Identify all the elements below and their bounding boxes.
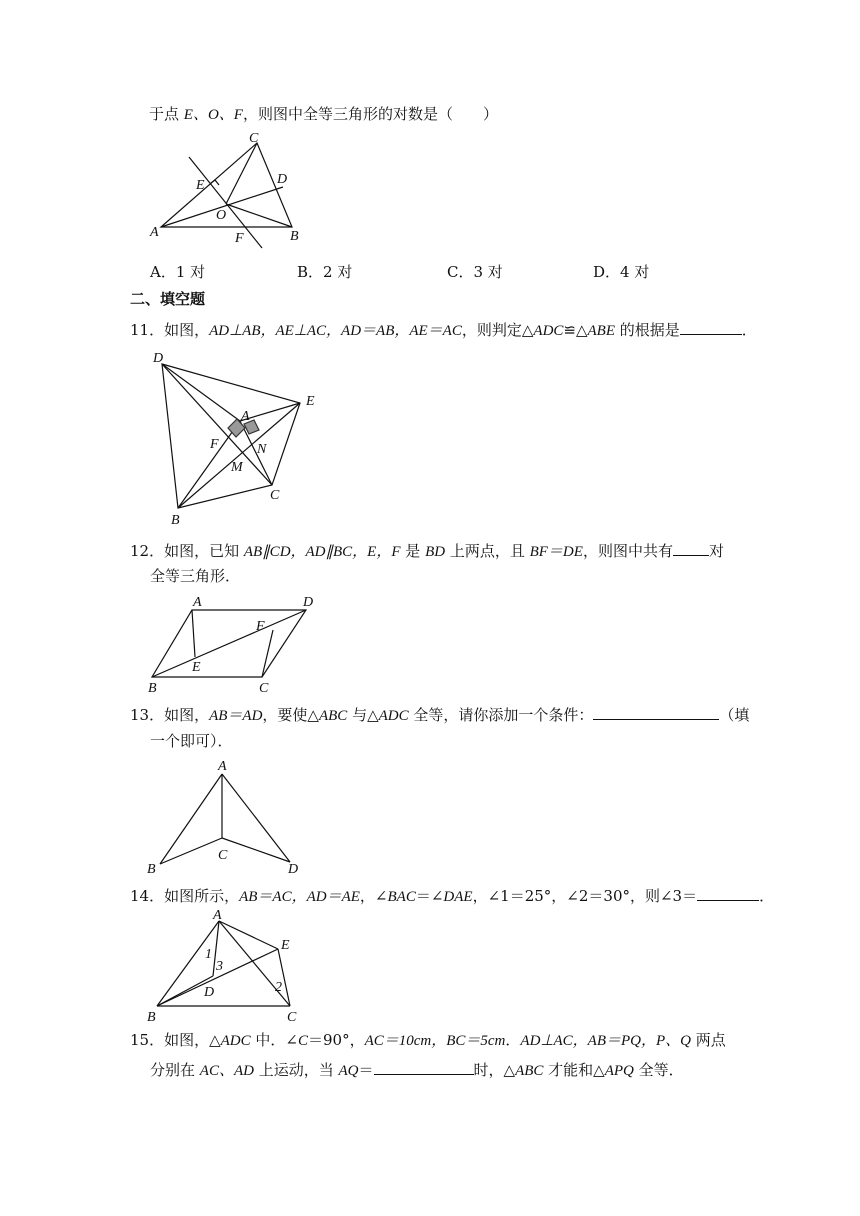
q10-label-a: A <box>150 225 159 240</box>
q15-angle-c: C <box>297 1033 308 1049</box>
q13-label-a: A <box>218 759 227 774</box>
q10-choice-b[interactable]: B．2 对 <box>297 263 353 281</box>
q12-label-f: F <box>256 619 265 634</box>
q12-label-b: B <box>148 681 157 696</box>
q14-angle-dae: DAE <box>443 889 473 905</box>
q15-line2-b: 上运动，当 <box>253 1061 339 1079</box>
q10-choice-c[interactable]: C．3 对 <box>447 263 503 281</box>
q15-segments: AC、AD <box>199 1063 254 1079</box>
q11-triangle-1: ADC <box>533 323 564 339</box>
q13-mid-2: 与△ <box>347 706 379 724</box>
q13-label-b: B <box>147 862 156 877</box>
q10-tail-prefix: 于点 <box>149 105 184 123</box>
q10-label-d: D <box>277 172 288 187</box>
q14-label-2: 2 <box>275 980 282 995</box>
q14-label-3: 3 <box>216 959 223 974</box>
q15-prefix: 15．如图，△ <box>130 1031 221 1049</box>
q11-conditions: AD⊥AB，AE⊥AC，AD＝AB，AE＝AC <box>209 323 462 339</box>
q11-prefix: 11．如图， <box>130 321 210 339</box>
q11-label-c: C <box>270 488 280 503</box>
q10-choice-a[interactable]: A．1 对 <box>150 263 206 281</box>
q15-line2-f: 全等． <box>633 1061 684 1079</box>
q12-segment-bd: BD <box>425 544 446 560</box>
q13-triangle-2: ADC <box>378 708 409 724</box>
q11-label-b: B <box>171 513 180 528</box>
q11-label-f: F <box>210 437 219 452</box>
q14-line-ae <box>219 921 278 949</box>
q13-label-d: D <box>288 862 299 877</box>
q11-label-a: A <box>241 409 250 424</box>
q15-triangle-abc: ABC <box>515 1063 544 1079</box>
q14-mid-1: ，∠ <box>359 887 388 905</box>
q15-mid-2: ＝90°， <box>307 1031 365 1049</box>
q13-prefix: 13．如图， <box>130 706 210 724</box>
q13-label-c: C <box>218 848 228 863</box>
q10-tail-suffix: ，则图中全等三角形的对数是（ ） <box>242 105 498 123</box>
q11-congruent: ≌△ <box>563 321 588 339</box>
q12-mid-2: 上两点，且 <box>445 542 530 560</box>
q15-line2-a: 分别在 <box>150 1061 200 1079</box>
q15-lengths: AC＝10cm，BC＝5cm <box>364 1033 506 1049</box>
q10-label-o: O <box>216 208 227 223</box>
q10-tail-points: E、O、F <box>183 107 243 123</box>
q13-equation: AB＝AD <box>209 708 263 724</box>
q11-label-d: D <box>153 351 164 366</box>
q12-label-a: A <box>193 595 202 610</box>
q10-label-e: E <box>196 178 205 193</box>
q12-mid-3: ，则图中共有 <box>582 542 673 560</box>
section-title: 二、填空题 <box>130 290 206 308</box>
q14-conditions: AB＝AC，AD＝AE <box>239 889 360 905</box>
q15-text <box>130 1030 726 1051</box>
q10-label-c: C <box>249 131 259 146</box>
q10-label-f: F <box>235 231 244 246</box>
q14-label-e: E <box>281 938 290 953</box>
q12-line2: 全等三角形． <box>150 567 241 585</box>
q11-label-m: M <box>231 460 243 475</box>
q13-mid-3: 全等，请你添加一个条件： <box>408 706 594 724</box>
q14-mid-3: ，∠1＝25°，∠2＝30°，则∠3＝ <box>472 887 698 905</box>
q13-line2: 一个即可）． <box>150 732 233 750</box>
q14-line-ec <box>278 949 290 1006</box>
q15-segment-aq: AQ <box>338 1063 359 1079</box>
q14-prefix: 14．如图所示， <box>130 887 240 905</box>
q12-label-d: D <box>303 595 314 610</box>
q12-end: 对 <box>708 542 724 560</box>
q15-mid-4: 两点 <box>690 1031 726 1049</box>
q14-label-1: 1 <box>205 947 212 962</box>
q15-mid-1: 中．∠ <box>250 1031 298 1049</box>
q11-label-e: E <box>306 394 315 409</box>
q10-choice-d[interactable]: D．4 对 <box>593 263 650 281</box>
q15-mid-3: ． <box>505 1031 521 1049</box>
q12-mid-1: 是 <box>400 542 426 560</box>
q14-mid-2: ＝∠ <box>415 887 444 905</box>
q13-mid-1: ，要使△ <box>262 706 319 724</box>
q14-label-b: B <box>147 1010 156 1025</box>
q15-triangle-apq: APQ <box>604 1063 634 1079</box>
q14-label-a: A <box>213 908 222 923</box>
q11-mid-2: 的根据是 <box>615 321 680 339</box>
q12-prefix: 12．如图，已知 <box>130 542 244 560</box>
q15-answer-blank[interactable] <box>374 1058 474 1075</box>
q14-end: ． <box>759 887 775 905</box>
q12-equation: BF＝DE <box>529 544 583 560</box>
q12-conditions: AB∥CD，AD∥BC，E，F <box>243 544 401 560</box>
q15-line2-c: ＝ <box>358 1061 374 1079</box>
q14-line-be <box>157 949 278 1006</box>
q15-line2-d: 时，△ <box>473 1061 516 1079</box>
q10-label-b: B <box>290 229 299 244</box>
q15-line2 <box>150 1058 684 1081</box>
q15-conditions: AD⊥AC，AB＝PQ，P、Q <box>520 1033 691 1049</box>
q11-end: ． <box>741 321 757 339</box>
q15-line2-e: 才能和△ <box>543 1061 605 1079</box>
q14-label-c: C <box>287 1010 297 1025</box>
q14-angle-bac: BAC <box>387 889 416 905</box>
q13-triangle-1: ABC <box>318 708 348 724</box>
q12-label-c: C <box>259 681 269 696</box>
q13-end: （填 <box>719 706 750 724</box>
q11-triangle-2: ABE <box>587 323 616 339</box>
q11-mid-1: ，则判定△ <box>461 321 534 339</box>
q12-label-e: E <box>192 660 201 675</box>
q14-label-d: D <box>204 985 215 1000</box>
q15-triangle-adc: ADC <box>220 1033 251 1049</box>
q11-label-n: N <box>257 442 267 457</box>
